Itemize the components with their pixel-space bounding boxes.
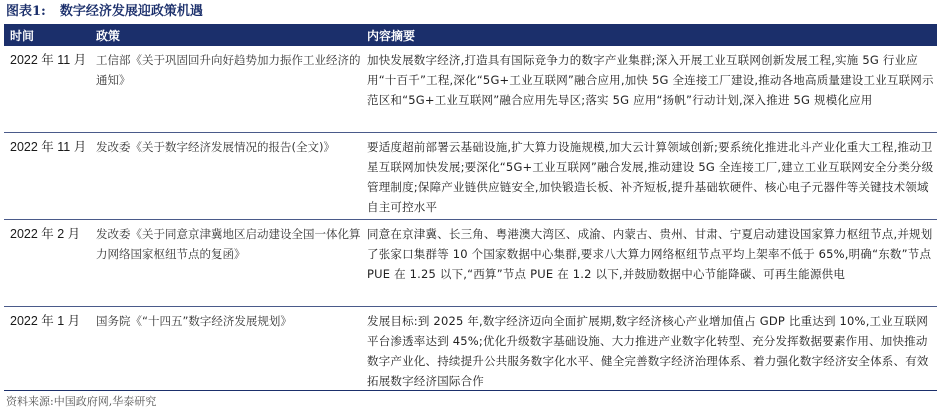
table-title-text: 数字经济发展迎政策机遇 xyxy=(59,4,203,19)
row-time: 2022 年 1 月 xyxy=(10,314,81,328)
header-time: 时间 xyxy=(10,29,35,43)
row-time: 2022 年 11 月 xyxy=(10,53,87,67)
row-content: 发展目标:到 2025 年,数字经济迈向全面扩展期,数字经济核心产业增加值占 GDP 比重达到 10%,工业互联网平台渗透率达到 45%;优化升级数字基础设施、大力推进产业数字化转型、充分发挥数据要素作用、加快推动数字产业化、持续提升公共服务数字化水平、健全完善数字经济治理体系、着力强化数字经济安全体系、有效拓展数字经济国际合作 xyxy=(367,314,929,388)
table-header xyxy=(4,26,937,46)
header-policy: 政策 xyxy=(96,29,121,43)
header-content: 内容摘要 xyxy=(367,29,416,43)
row-time: 2022 年 2 月 xyxy=(10,227,81,241)
row-policy: 工信部《关于巩固回升向好趋势加力振作工业经济的通知》 xyxy=(96,53,361,87)
row-content: 要适度超前部署云基础设施,扩大算力设施规模,加大云计算领域创新;要系统化推进北斗产业化重大工程,推动卫星互联网加快发展;要深化“5G+工业互联网”融合发展,推动建设 5G 全连接工厂,建立工业互联网安全分类分级管理制度;保障产业链供应链安全,加快锻造长板、补齐短板,提升基础软硬件、核心电子元器件等关键技术领域自主可控水平 xyxy=(367,140,934,214)
table-row xyxy=(4,46,937,133)
source-note: 资料来源:中国政府网,华泰研究 xyxy=(6,395,157,408)
row-content: 加快发展数字经济,打造具有国际竞争力的数字产业集群;深入开展工业互联网创新发展工程,实施 5G 行业应用“十百千”工程,深化“5G+工业互联网”融合应用,加快 5G 全连接工厂建设,推动各地高质量建设工业互联网示范区和“5G+工业互联网”融合应用先导区;落实 5G 应用“扬帆”行动计划,深入推进 5G 规模化应用 xyxy=(367,53,934,107)
table-row xyxy=(4,133,937,220)
table-bottom-rule xyxy=(4,390,937,391)
table-title xyxy=(6,2,203,22)
row-policy: 国务院《“十四五”数字经济发展规划》 xyxy=(96,314,292,328)
table-row xyxy=(4,220,937,307)
row-time: 2022 年 11 月 xyxy=(10,140,87,154)
row-policy: 发改委《关于同意京津冀地区启动建设全国一体化算力网络国家枢纽节点的复函》 xyxy=(96,227,361,261)
table-title-label: 图表1: xyxy=(6,4,46,19)
row-policy: 发改委《关于数字经济发展情况的报告(全文)》 xyxy=(96,140,335,154)
table-row xyxy=(4,307,937,389)
row-content: 同意在京津冀、长三角、粤港澳大湾区、成渝、内蒙古、贵州、甘肃、宁夏启动建设国家算力枢纽节点,并规划了张家口集群等 10 个国家数据中心集群,要求八大算力网络枢纽节点平均上架率不低于 65%,明确“东数”节点 PUE 在 1.25 以下,“西算”节点 PUE 在 1.2 以下,并鼓励数据中心节能降碳、可再生能源供电 xyxy=(367,227,933,281)
